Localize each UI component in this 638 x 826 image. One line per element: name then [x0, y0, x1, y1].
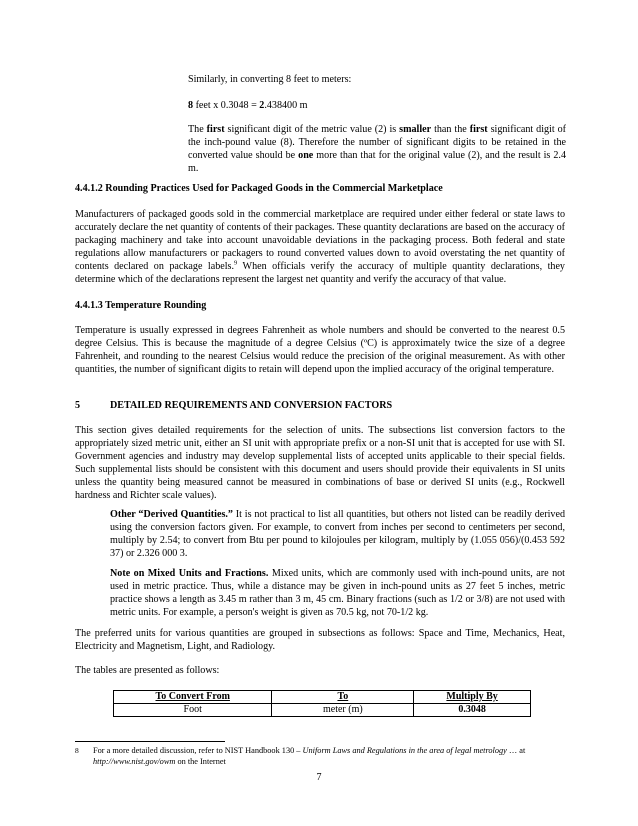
section-heading-5: DETAILED REQUIREMENTS AND CONVERSION FACTORS	[110, 400, 393, 411]
header-to-convert-from: To Convert From	[114, 691, 272, 704]
significant-digit-explanation: The first significant digit of the metric value (2) is smaller than the first significant digit of the inch-pound value (8). Therefore the number of significant digits to be retained in the converted value should be one more than that for the original value (2), and the result is 2.4 m.	[188, 124, 567, 175]
page-number: 7	[316, 772, 322, 783]
footnote-ref-9: 9	[233, 260, 238, 268]
section-body-4-4-1-2: Manufacturers of packaged goods sold in the commercial marketplace are required under either federal or state laws to accurately declare the net quantity of contents of their packages. These quantity declarations are based on the accuracy of packaging machinery and take into account unavoidable deviations in the packaging process. Both federal and state regulations allow manufacturers or packagers to round converted values down to avoid overstating the net quantity of contents declared on package labels.$^9$ When officials verify the accuracy of multiple quantity declarations, they determine which of the declarations represent the largest net quantity and verify the accuracy of that value.	[75, 209, 565, 286]
cell-to-unit: meter (m)	[272, 704, 414, 717]
section-body-4-4-1-3: Temperature is usually expressed in degrees Fahrenheit as whole numbers and should be converted to the nearest 0.5 degree Celsius. This is because the magnitude of a degree Celsius (ºC) is approximately twice the size of a degree Fahrenheit, and rounding to the nearest Celsius would reduce the precision of the original measurement. As with other quantities, the number of significant digits to retain will depend upon the implied accuracy of the original temperature.	[75, 325, 565, 376]
conversion-table	[113, 690, 531, 717]
intro-line: Similarly, in converting 8 feet to meters:	[188, 74, 352, 85]
section-body-5: This section gives detailed requirements for the selection of units. The subsections list conversion factors to the appropriately sized metric unit, either an SI unit with appropriate prefix or a non-SI unit that is accepted for use with SI. Government agencies and industry may develop supplemental lists of accepted units applicable to their special fields. Such supplemental lists should be consistent with this document and users should provide their equivalents in SI units unless the quantity being measured cannot be measured in combinations of base or derived SI units (e.g., Rockwell hardness and Richter scale values).	[75, 425, 565, 502]
conversion-equation: 8 feet x 0.3048 = 2.438400 m	[188, 100, 308, 111]
preferred-units-paragraph: The preferred units for various quantities are grouped in subsections as follows: Space and Time, Mechanics, Heat, Electricity and Magnetism, Light, and Radiology.	[75, 628, 565, 653]
table-row	[114, 704, 531, 717]
header-to: To	[272, 691, 414, 704]
header-multiply-by: Multiply By	[414, 691, 531, 704]
note-derived-quantities: Other “Derived Quantities.” It is not practical to list all quantities, but others not listed can be readily derived using the conversion factors given. For example, to convert from inches per second to centimeters per second, multiply by 2.54; to convert from Btu per pound to kilojoules per kilogram, multiply by (1.055 056)/(0.453 592 37) or 2.326 000 3.	[110, 509, 566, 560]
footnote-number: 8	[75, 746, 79, 755]
cell-from-unit: Foot	[114, 704, 272, 717]
footnote-link[interactable]: http://www.nist.gov/owm	[93, 756, 176, 766]
footnote-divider	[75, 741, 225, 742]
footnote-text: For a more detailed discussion, refer to NIST Handbook 130 – Uniform Laws and Regulations in the area of legal metrology … at http://www.nist.gov/owm on the Internet	[93, 746, 526, 766]
section-heading-4-4-1-3: 4.4.1.3 Temperature Rounding	[75, 300, 207, 311]
note-mixed-units: Note on Mixed Units and Fractions. Mixed units, which are commonly used with inch-pound units, are not used in metric practice. Thus, while a distance may be given in inch-pound units as 27 feet 5 inches, metric practice shows a length as 3.45 m rather than 3 m, 45 cm. Binary fractions (such as 1/2 or 3/8) are not used with metric units. For example, a person's weight is given as 70.5 kg, not 70-1/2 kg.	[110, 568, 565, 619]
table-header-row	[114, 691, 531, 704]
section-number-5: 5	[75, 400, 81, 411]
tables-intro: The tables are presented as follows:	[75, 665, 220, 676]
section-heading-4-4-1-2: 4.4.1.2 Rounding Practices Used for Packaged Goods in the Commercial Marketplace	[75, 183, 443, 194]
cell-factor: 0.3048	[414, 704, 531, 717]
